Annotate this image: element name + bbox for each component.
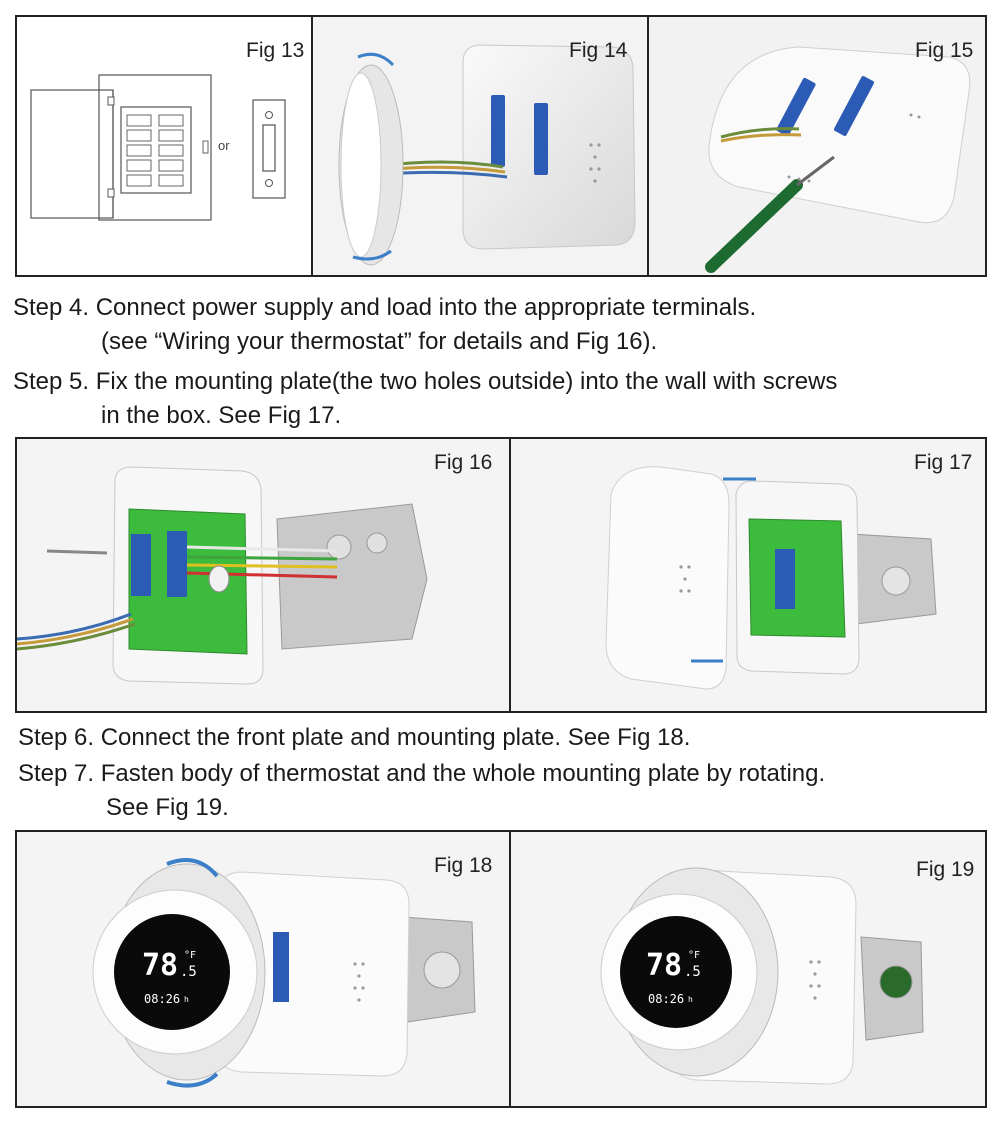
fig19-temperature-decimal: .5	[684, 964, 701, 980]
fig14-panel	[313, 17, 647, 275]
figure-row-1	[15, 15, 987, 277]
figure-row-2	[15, 437, 987, 713]
fig13-label: Fig 13	[246, 39, 305, 62]
fig18-unit: °F	[184, 950, 197, 961]
figure-row-3	[15, 830, 987, 1108]
fig16-wiring-drawing	[17, 439, 509, 711]
fig15-label: Fig 15	[915, 39, 974, 62]
fig18-temperature: 78	[142, 948, 179, 983]
step-5-line-2: in the box. See Fig 17.	[101, 402, 342, 429]
fig19-label: Fig 19	[916, 858, 975, 881]
fig17-panel	[511, 439, 987, 711]
fig19-clock: 08:26	[648, 992, 685, 1006]
fig17-mounting-drawing	[511, 439, 987, 711]
fig15-panel	[649, 17, 987, 275]
step-7-line-2: See Fig 19.	[106, 794, 229, 821]
step-6-line-1: Step 6. Connect the front plate and mounting plate. See Fig 18.	[18, 724, 691, 751]
fig17-label: Fig 17	[914, 451, 973, 474]
fig18-display	[120, 920, 224, 1024]
fig14-label: Fig 14	[569, 39, 628, 62]
fig18-clock-suffix: h	[184, 995, 189, 1004]
step-4-line-1: Step 4. Connect power supply and load into the appropriate terminals.	[13, 294, 757, 321]
fig18-panel	[17, 832, 509, 1106]
fig19-panel	[511, 832, 987, 1106]
fig19-clock-suffix: h	[688, 995, 693, 1004]
step-4-line-2: (see “Wiring your thermostat” for details and Fig 16).	[101, 328, 658, 355]
fig13-or-label: or	[218, 138, 230, 153]
fig18-temperature-decimal: .5	[180, 964, 197, 980]
fig18-label: Fig 18	[434, 854, 493, 877]
step-7-line-1: Step 7. Fasten body of thermostat and the whole mounting plate by rotating.	[18, 760, 826, 787]
fig19-display	[626, 922, 726, 1022]
fig16-panel	[17, 439, 509, 711]
fig19-temperature: 78	[646, 948, 683, 983]
step-5-line-1: Step 5. Fix the mounting plate(the two holes outside) into the wall with screws	[13, 368, 838, 395]
fig19-unit: °F	[688, 950, 701, 961]
fig16-label: Fig 16	[434, 451, 493, 474]
fig13-panel	[17, 17, 311, 275]
fig18-clock: 08:26	[144, 992, 181, 1006]
